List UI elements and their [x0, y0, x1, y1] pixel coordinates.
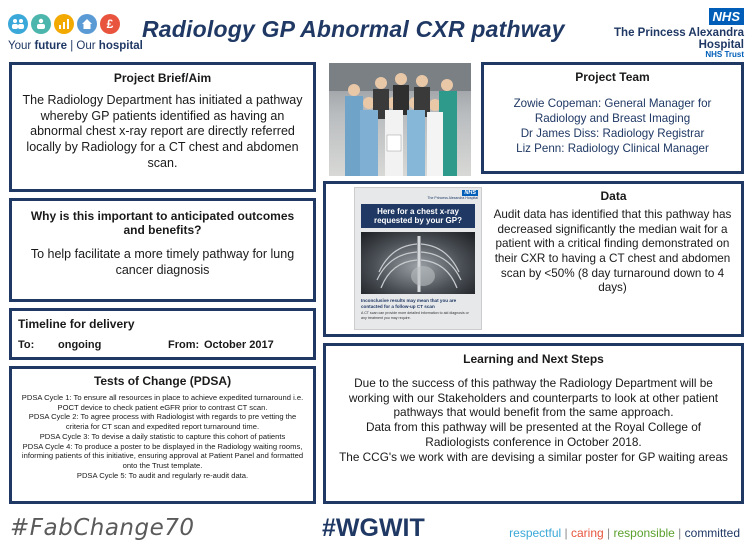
- tests-list: [18, 393, 307, 480]
- team-member: Zowie Copeman: General Manager for Radiology and Breast Imaging: [513, 97, 712, 126]
- poster-fineprint: A CT scan can provide more detailed information to aid diagnosis or any treatment you may require.: [361, 311, 469, 320]
- chart-icon: [54, 14, 74, 34]
- hospital-name-line2: Hospital: [698, 39, 744, 52]
- timeline-panel: [9, 308, 316, 360]
- importance-body: To help facilitate a more timely pathway for lung cancer diagnosis: [30, 247, 295, 277]
- timeline-row: [18, 339, 313, 351]
- data-body: Audit data has identified that this pathway has decreased significantly the median wait for a patient with a critical finding demonstrated on their CXR to having a CT chest and abdomen scan by <50% (8 day turnaround down to 4 days): [493, 208, 732, 295]
- tagline-your: Your: [8, 40, 35, 52]
- tagline-future: future: [34, 40, 68, 52]
- value-responsible: responsible: [613, 526, 675, 540]
- poster-nhs-logo: NHS: [464, 190, 476, 196]
- timeline-from-value: October 2017: [204, 339, 274, 351]
- learning-panel: [323, 343, 744, 504]
- tests-item: PDSA Cycle 3: To devise a daily statistic to capture this cohort of patients: [39, 431, 286, 441]
- tagline: [8, 40, 143, 52]
- team-icon: [31, 14, 51, 34]
- people-icon: [8, 14, 28, 34]
- value-respectful: respectful: [509, 526, 562, 540]
- project-brief-body: The Radiology Department has initiated a pathway whereby GP patients identified as having an abnormal chest x-ray report are directly referred locally by Radiology for a CT chest and abdomen scan.: [22, 93, 303, 170]
- learning-body: [336, 376, 731, 464]
- tests-title: Tests of Change (PDSA): [93, 374, 232, 388]
- importance-panel: [9, 198, 316, 302]
- poster-subtext: Inconclusive results may mean that you are contacted for a follow-up CT scan: [361, 298, 457, 309]
- team-title: Project Team: [575, 70, 650, 84]
- nhs-logo: NHS: [709, 8, 744, 25]
- trust-values: [509, 526, 740, 540]
- tests-item: PDSA Cycle 1: To ensure all resources in place to achieve expedited turnaround i.e. POCT device to check patient eGFR prior to contrast CT scan.: [21, 393, 304, 412]
- page-title: Radiology GP Abnormal CXR pathway: [142, 16, 565, 42]
- tests-panel: [9, 366, 316, 504]
- hospital-name-line3: NHS Trust: [705, 50, 744, 60]
- tagline-sep: |: [67, 40, 77, 52]
- value-caring: caring: [570, 526, 604, 540]
- tests-item: PDSA Cycle 4: To produce a poster to be displayed in the Radiology waiting rooms, informing patients of this initiative, ensuring approval at Patient Panel and formatted onto the Trust template.: [21, 441, 304, 471]
- learning-paragraph: Data from this pathway will be presented at the Royal College of Radiologists conference in October 2018.: [365, 420, 702, 449]
- tagline-hospital: hospital: [98, 40, 143, 52]
- value-committed: committed: [684, 526, 740, 540]
- project-brief-panel: [9, 62, 316, 192]
- data-panel: [323, 181, 744, 337]
- poster-headline: Here for a chest x-ray requested by your GP?: [361, 204, 475, 228]
- patient-poster: [354, 187, 482, 330]
- home-icon: [77, 14, 97, 34]
- value-separator: |: [603, 526, 614, 540]
- poster-xray-image: [361, 232, 475, 294]
- learning-paragraph: Due to the success of this pathway the Radiology Department will be working with our Stakeholders and counterparts to look at other patient pathways that would benefit from the same approach.: [348, 376, 719, 420]
- tagline-our: Our: [76, 40, 99, 52]
- project-brief-title: Project Brief/Aim: [113, 71, 212, 85]
- value-separator: |: [561, 526, 571, 540]
- poster-org: The Princess Alexandra Hospital: [427, 196, 478, 200]
- team-panel: [481, 62, 744, 174]
- timeline-from-label: From:: [168, 339, 200, 351]
- team-member: Liz Penn: Radiology Clinical Manager: [516, 142, 709, 156]
- tests-item: PDSA Cycle 2: To agree process with Radiologist with regards to pre vetting the criteria for CT scan and expedited report turnaround time.: [28, 412, 297, 432]
- importance-title: Why is this important to anticipated outcomes and benefits?: [30, 209, 295, 237]
- wgwit-hashtag: #WGWIT: [322, 514, 425, 542]
- timeline-title: Timeline for delivery: [18, 317, 135, 331]
- value-separator: |: [674, 526, 685, 540]
- tests-item: PDSA Cycle 5: To audit and regularly re-audit data.: [76, 470, 249, 480]
- timeline-to-value: ongoing: [58, 339, 102, 351]
- team-photo: [329, 63, 471, 176]
- team-member: Dr James Diss: Radiology Registrar: [520, 127, 705, 141]
- data-title: Data: [600, 189, 627, 203]
- team-list: [492, 96, 733, 156]
- hospital-name-line1: The Princess Alexandra: [614, 27, 744, 39]
- pound-icon: £: [100, 14, 120, 34]
- hospital-logo: [614, 8, 744, 60]
- learning-title: Learning and Next Steps: [463, 352, 604, 366]
- value-icons: [8, 14, 120, 34]
- fabchange-hashtag: #FabChange70: [10, 515, 195, 541]
- learning-paragraph: The CCG's we work with are devising a similar poster for GP waiting areas: [339, 449, 728, 464]
- timeline-to-label: To:: [18, 339, 35, 351]
